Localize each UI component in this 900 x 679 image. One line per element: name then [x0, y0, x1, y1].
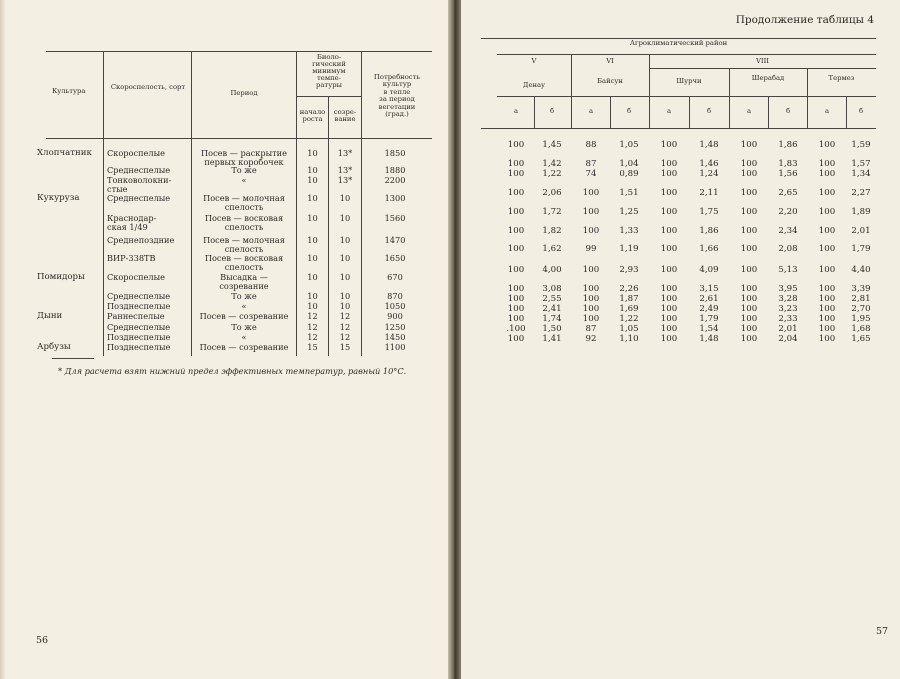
table-cell: 100 — [507, 140, 525, 150]
table-cell: 100 — [582, 284, 600, 294]
header-bio-min: Биоло- гический минимум темпе- ратуры — [312, 53, 346, 89]
table-cell: 100 — [818, 188, 836, 198]
cell-ripening: 12 — [339, 332, 351, 342]
table-cell: 3,95 — [778, 284, 798, 294]
table-cell: 92 — [585, 334, 597, 344]
cell-heat-need: 1470 — [384, 235, 406, 245]
sub-header-a: а — [824, 107, 830, 115]
table-cell: 1,57 — [851, 159, 871, 169]
cell-ripening: 13* — [337, 165, 353, 175]
cell-culture: Арбузы — [37, 342, 71, 352]
book-gutter — [448, 0, 461, 679]
zone-rule — [497, 54, 876, 55]
table-cell: 99 — [585, 244, 597, 254]
zone-v: V — [531, 57, 537, 65]
cell-ripening: 10 — [339, 213, 351, 223]
table-cell: 100 — [582, 265, 600, 275]
right-page — [461, 0, 900, 679]
table-cell: 100 — [818, 226, 836, 236]
cell-culture: Дыни — [37, 311, 63, 321]
table-cell: 2,93 — [619, 265, 639, 275]
table-cell: 100 — [818, 284, 836, 294]
cell-period: Посев — восковая спелость — [204, 253, 284, 272]
table-cell: 100 — [660, 284, 678, 294]
table-cell: 100 — [740, 244, 758, 254]
cell-sort: Среднеспелые — [107, 193, 171, 203]
cell-start: 10 — [307, 175, 318, 185]
table-cell: 100 — [740, 334, 758, 344]
cell-period: То же — [231, 322, 257, 332]
table-cell: 100 — [507, 314, 525, 324]
table-cell: 100 — [818, 169, 836, 179]
col-divider — [103, 51, 104, 356]
cell-heat-need: 1560 — [384, 213, 406, 223]
cell-sort: Раннеспелые — [107, 311, 165, 321]
cell-start: 10 — [307, 272, 318, 282]
table-cell: 100 — [660, 207, 678, 217]
table-cell: 100 — [818, 207, 836, 217]
cell-period: Посев — созревание — [199, 342, 289, 352]
cell-period: Посев — созревание — [199, 311, 289, 321]
table-cell: 1,66 — [699, 244, 719, 254]
table-cell: 3,23 — [778, 304, 798, 314]
table-cell: 100 — [660, 159, 678, 169]
cell-start: 10 — [307, 235, 318, 245]
cell-start: 12 — [307, 322, 318, 332]
table-cell: 1,68 — [851, 324, 871, 334]
header-heat-need: Потребность культур в тепле за период вегетации (град.) — [373, 73, 421, 119]
cell-sort: Среднеспелые — [107, 322, 171, 332]
table-cell: 88 — [585, 140, 597, 150]
table-cell: 100 — [818, 304, 836, 314]
footnote: * Для расчета взят нижний предел эффективных температур, равный 10°С. — [58, 366, 407, 376]
table-cell: 2,06 — [542, 188, 562, 198]
cell-ripening: 12 — [339, 322, 351, 332]
table-cell: 3,28 — [778, 294, 798, 304]
page-edge — [0, 0, 6, 679]
table-cell: 100 — [660, 334, 678, 344]
table-cell: 1,42 — [542, 159, 562, 169]
table-cell: 1,72 — [542, 207, 562, 217]
table-cell: 100 — [660, 169, 678, 179]
table-cell: 1,41 — [542, 334, 562, 344]
table-cell: 1,51 — [619, 188, 639, 198]
cell-ripening: 13* — [337, 175, 353, 185]
cell-period: Посев — молочная спелость — [203, 193, 285, 212]
table-cell: 100 — [818, 159, 836, 169]
table-cell: 1,89 — [851, 207, 871, 217]
cell-ripening: 10 — [339, 272, 351, 282]
table-cell: 2,70 — [851, 304, 871, 314]
station-termez: Термез — [828, 74, 855, 82]
table-cell: 1,87 — [619, 294, 639, 304]
table-cell: 100 — [507, 265, 525, 275]
table-cell: 100 — [740, 159, 758, 169]
cell-period: Высадка — созревание — [219, 272, 269, 291]
table-cell: 2,01 — [851, 226, 871, 236]
cell-heat-need: 1880 — [384, 165, 406, 175]
cell-sort: Скороспелые — [107, 148, 165, 158]
continuation-title: Продолжение таблицы 4 — [735, 14, 874, 26]
table-cell: 100 — [582, 294, 600, 304]
table-cell: 2,04 — [778, 334, 798, 344]
table-cell: 1,25 — [619, 207, 639, 217]
cell-culture: Хлопчатник — [37, 148, 92, 158]
cell-ripening: 15 — [339, 342, 351, 352]
page-number-left: 56 — [36, 635, 49, 646]
cell-start: 10 — [307, 213, 318, 223]
table-cell: 1,83 — [778, 159, 798, 169]
cell-start: 10 — [307, 301, 318, 311]
table-cell: 1,33 — [619, 226, 639, 236]
table-cell: 100 — [740, 169, 758, 179]
table-cell: 4,09 — [699, 265, 719, 275]
cell-sort: Среднепоздние — [107, 235, 175, 245]
table-cell: 3,39 — [851, 284, 871, 294]
table-cell: 100 — [740, 226, 758, 236]
table-cell: 2,34 — [778, 226, 798, 236]
header-bottom-rule — [481, 128, 876, 129]
cell-heat-need: 2200 — [384, 175, 406, 185]
sub-header-a: а — [666, 107, 672, 115]
table-cell: 1,54 — [699, 324, 719, 334]
cell-sort: Краснодар- ская 1/49 — [107, 213, 157, 232]
table-cell: 2,65 — [778, 188, 798, 198]
table-cell: 100 — [582, 207, 600, 217]
table-cell: 2,11 — [699, 188, 719, 198]
table-cell: 100 — [740, 207, 758, 217]
table-cell: 100 — [507, 244, 525, 254]
table-cell: 100 — [818, 140, 836, 150]
table-cell: 1,79 — [851, 244, 871, 254]
table-cell: 100 — [660, 324, 678, 334]
cell-ripening: 12 — [339, 311, 351, 321]
cell-sort: Позднеспелые — [107, 332, 171, 342]
cell-heat-need: 1450 — [384, 332, 406, 342]
cell-heat-need: 1100 — [384, 342, 406, 352]
cell-period: « — [241, 332, 247, 342]
table-cell: 100 — [740, 188, 758, 198]
cell-period: То же — [231, 165, 257, 175]
table-cell: 100 — [660, 265, 678, 275]
table-cell: 1,45 — [542, 140, 562, 150]
sub-header-a: а — [513, 107, 519, 115]
cell-ripening: 10 — [339, 301, 351, 311]
cell-start: 10 — [307, 193, 318, 203]
table-cell: 100 — [507, 334, 525, 344]
sub-header-a: а — [588, 107, 594, 115]
sub-header-b: б — [549, 107, 555, 115]
table-cell: 2,41 — [542, 304, 562, 314]
sub-header-b: б — [785, 107, 791, 115]
table-cell: 100 — [507, 284, 525, 294]
table-cell: 1,22 — [619, 314, 639, 324]
table-cell: 100 — [507, 207, 525, 217]
table-cell: 1,46 — [699, 159, 719, 169]
cell-heat-need: 900 — [387, 311, 403, 321]
header-precocity: Скороспелость, сорт — [110, 83, 186, 91]
header-period: Период — [230, 89, 258, 97]
table-cell: 1,69 — [619, 304, 639, 314]
table-cell: 100 — [660, 226, 678, 236]
table-cell: 2,26 — [619, 284, 639, 294]
table-cell: .100 — [506, 324, 526, 334]
table-cell: 3,08 — [542, 284, 562, 294]
table-cell: 100 — [582, 226, 600, 236]
zone-vi: VI — [606, 57, 614, 65]
table-cell: 2,27 — [851, 188, 871, 198]
table-cell: 100 — [660, 244, 678, 254]
zone8-sub-rule — [649, 68, 876, 69]
table-cell: 2,08 — [778, 244, 798, 254]
cell-ripening: 10 — [339, 253, 351, 263]
header-ripening: созре- вание — [333, 108, 357, 124]
table-cell: 100 — [740, 265, 758, 275]
table-cell: 1,48 — [699, 140, 719, 150]
table-cell: 100 — [660, 314, 678, 324]
table-cell: 100 — [740, 324, 758, 334]
cell-ripening: 10 — [339, 235, 351, 245]
table-cell: 1,34 — [851, 169, 871, 179]
cell-heat-need: 1250 — [384, 322, 406, 332]
table-cell: 5,13 — [778, 265, 798, 275]
table-cell: 1,62 — [542, 244, 562, 254]
cell-heat-need: 1850 — [384, 148, 406, 158]
page-number-right: 57 — [876, 626, 889, 637]
table-cell: 1,86 — [699, 226, 719, 236]
cell-period: « — [241, 301, 247, 311]
table-cell: 1,19 — [619, 244, 639, 254]
cell-heat-need: 1300 — [384, 193, 406, 203]
cell-start: 10 — [307, 291, 318, 301]
table-cell: 2,49 — [699, 304, 719, 314]
header-start: начало роста — [299, 108, 326, 124]
table-cell: 100 — [507, 226, 525, 236]
cell-heat-need: 670 — [387, 272, 403, 282]
sub-divider — [768, 96, 769, 128]
left-page — [0, 0, 448, 679]
table-cell: 1,24 — [699, 169, 719, 179]
cell-sort: Скороспелые — [107, 272, 165, 282]
table-cell: 2,55 — [542, 294, 562, 304]
cell-culture: Помидоры — [37, 272, 85, 282]
table-cell: 100 — [507, 294, 525, 304]
cell-sort: Позднеспелые — [107, 342, 171, 352]
table-cell: 100 — [818, 334, 836, 344]
table-cell: 100 — [507, 159, 525, 169]
table-cell: 1,05 — [619, 140, 639, 150]
cell-period: Посев — восковая спелость — [204, 213, 284, 232]
cell-start: 15 — [307, 342, 318, 352]
table-cell: 1,82 — [542, 226, 562, 236]
cell-sort: Позднеспелые — [107, 301, 171, 311]
cell-sort: ВИР-338ТВ — [107, 253, 156, 263]
table-cell: 100 — [507, 304, 525, 314]
table-cell: 1,79 — [699, 314, 719, 324]
table-cell: 1,48 — [699, 334, 719, 344]
zone-viii: VIII — [756, 57, 769, 65]
cell-start: 10 — [307, 253, 318, 263]
table-cell: 1,59 — [851, 140, 871, 150]
table-cell: 74 — [585, 169, 597, 179]
table-cell: 100 — [740, 284, 758, 294]
table-cell: 100 — [660, 294, 678, 304]
cell-period: Посев — молочная спелость — [203, 235, 285, 254]
table-cell: 3,15 — [699, 284, 719, 294]
cell-culture: Кукуруза — [37, 193, 80, 203]
table-cell: 87 — [585, 324, 597, 334]
table-cell: 100 — [740, 140, 758, 150]
sub-divider — [534, 96, 535, 128]
sub-header-b: б — [706, 107, 712, 115]
table-cell: 100 — [660, 188, 678, 198]
table-cell: 1,56 — [778, 169, 798, 179]
station-rule — [497, 96, 876, 97]
cell-ripening: 10 — [339, 193, 351, 203]
cell-sort: Среднеспелые — [107, 165, 171, 175]
table-cell: 1,10 — [619, 334, 639, 344]
table-cell: 100 — [818, 314, 836, 324]
table-cell: 100 — [582, 304, 600, 314]
table-cell: 2,61 — [699, 294, 719, 304]
footnote-rule — [52, 358, 94, 359]
table-cell: 100 — [818, 244, 836, 254]
table-cell: 2,81 — [851, 294, 871, 304]
cell-start: 12 — [307, 311, 318, 321]
table-cell: 100 — [818, 294, 836, 304]
table-cell: 100 — [740, 294, 758, 304]
cell-sort: Тонковолокни- стые — [107, 175, 172, 194]
table-cell: 100 — [660, 304, 678, 314]
table-cell: 1,65 — [851, 334, 871, 344]
table-cell: 2,20 — [778, 207, 798, 217]
cell-start: 12 — [307, 332, 318, 342]
table-cell: 1,86 — [778, 140, 798, 150]
header-culture: Культура — [52, 87, 86, 95]
table-cell: 87 — [585, 159, 597, 169]
station-baysun: Байсун — [597, 77, 623, 85]
table-cell: 100 — [507, 188, 525, 198]
cell-sort: Среднеспелые — [107, 291, 171, 301]
table-cell: 4,00 — [542, 265, 562, 275]
table-cell: 100 — [507, 169, 525, 179]
cell-ripening: 10 — [339, 291, 351, 301]
table-cell: 1,75 — [699, 207, 719, 217]
table-cell: 1,50 — [542, 324, 562, 334]
cell-ripening: 13* — [337, 148, 353, 158]
table-cell: 1,05 — [619, 324, 639, 334]
table-cell: 100 — [818, 324, 836, 334]
table-cell: 1,04 — [619, 159, 639, 169]
table-cell: 1,95 — [851, 314, 871, 324]
sub-header-b: б — [858, 107, 864, 115]
table-cell: 0,89 — [619, 169, 639, 179]
table-cell: 2,01 — [778, 324, 798, 334]
table-cell: 2,33 — [778, 314, 798, 324]
table-cell: 1,22 — [542, 169, 562, 179]
cell-heat-need: 870 — [387, 291, 403, 301]
cell-period: « — [241, 175, 247, 185]
table-cell: 100 — [582, 314, 600, 324]
table-cell: 100 — [740, 304, 758, 314]
agro-region-header: Агроклиматический район — [629, 39, 728, 47]
cell-start: 10 — [307, 165, 318, 175]
sub-divider — [610, 96, 611, 128]
table-cell: 100 — [818, 265, 836, 275]
sub-header-a: а — [746, 107, 752, 115]
table-cell: 100 — [740, 314, 758, 324]
cell-period: То же — [231, 291, 257, 301]
station-sherabad: Шерабад — [751, 74, 785, 82]
cell-start: 10 — [307, 148, 318, 158]
table-cell: 1,74 — [542, 314, 562, 324]
station-denau: Денау — [522, 81, 546, 89]
cell-heat-need: 1650 — [384, 253, 406, 263]
table-cell: 100 — [660, 140, 678, 150]
sub-divider — [689, 96, 690, 128]
cell-period: Посев — раскрытие первых коробочек — [201, 148, 287, 167]
table-cell: 4,40 — [851, 265, 871, 275]
sub-header-b: б — [626, 107, 632, 115]
station-shurchi: Шурчи — [676, 77, 702, 85]
table-cell: 100 — [582, 188, 600, 198]
cell-heat-need: 1050 — [384, 301, 406, 311]
